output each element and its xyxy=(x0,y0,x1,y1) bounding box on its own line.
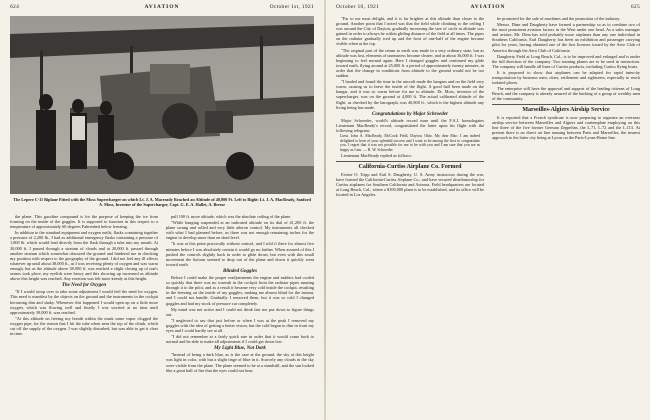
paragraph: It is proposed to show that airplanes can be adapted for rapid intercity transportation by business men, cities, settlement and sightseers, especially to reach isolated places. xyxy=(492,69,640,86)
right-magazine-title: AVIATION xyxy=(470,4,506,10)
section-heading: The Need for Oxygen xyxy=(61,283,107,289)
left-running-head xyxy=(10,4,314,13)
divider xyxy=(492,104,640,105)
right-column-2 xyxy=(492,16,640,418)
paragraph: My mind was not active and I could not think fast nor put down to figure things out. xyxy=(166,306,314,317)
article-heading: Marseilles-Algiers Airship Service xyxy=(522,106,610,113)
paragraph: Messrs. Dinn and Daugherty have formed a partnership so as to combine two of the most prominent aviation factors in the West under one head. As a sales manager and aviator, Mr. Dinn has sold probably more airplanes than any one individual in Southern California. Earl Daugherty has been an exhibition and passenger carrying pilot for years, having obtained one of the first licenses issued by the Aero Club of America through the Aero Club of California. xyxy=(492,22,640,53)
left-issue-date: October 1st, 1921 xyxy=(269,4,314,10)
paragraph: Major Schroeder, world's altitude record man until the F.A.I. homologates Lieutenant MacReady's record, congratulated the latter upon his flight with the following telegram: xyxy=(336,117,484,133)
photo-caption: The Lepere C-11 Biplane Fitted with the Moss Supercharger on which Lt. J. A. Macready Reached an Altitude of 40,800 Ft. Left to Right: Lt. J. A. MacReady, Sanford A. Moss, Inventor of the Supercharger, Capt. G. E. A. Hallet, A. Bresse xyxy=(13,197,311,207)
paragraph: "While banging suspended at an indicated altitude on its dial of 41,200 ft. the plane swung and rolled and very little aileron control. My instruments all checked with what I had planned before, as there was not enough remaining inches for the engine to develop more than on dead level. xyxy=(166,220,314,241)
left-magazine-title: AVIATION xyxy=(144,4,180,10)
left-column-2 xyxy=(166,214,314,418)
paragraph: In addition to the standard equipment and oxygen outfit, flasks containing together a pressure of 2,200 lb., I had as additional emergency flasks containing a pressure of 1,800 lb. which would lead directly from the flask through a tube into my mouth. At 30,000 ft. I passed through a stratum of clouds and at 20,000 ft. passed through another stratum which somewhat obscured the ground and hindered me in checking my position with respect to the geography of the ground. I did not feel any ill effects whatever up until about 38,000 ft., as I was receiving plenty of oxygen and was warm enough, but as the altitude above 38,000 ft. was reached a slight closing up of one's senses took place, my eyelids were heavy and this showing up increased as altitude above this height was reached. Any exertion was felt more keenly at this height. xyxy=(10,230,158,282)
right-page xyxy=(326,0,650,420)
left-page-number: 624 xyxy=(10,4,20,10)
left-page xyxy=(0,0,324,420)
paragraph: the plane. This gasoline compound is for the purpose of keeping the ice from forming on the inside of the goggles. It is supposed to function in this respect to a temperature of approximately 60 degrees Fahrenheit below freezing. xyxy=(10,214,158,230)
paragraph: Lieutenant MacReady replied as follows: xyxy=(341,153,412,159)
right-column-1 xyxy=(336,16,484,418)
paragraph: "If I would stoop over to take some adjustment I would feel the need for oxygen. This need is manifest by the objects on the ground and the instruments in the cockpit becoming dim and shaky. Whenever this happened I would open up on a little more oxygen, which was flowing well and finally I was worried at no time until approximately 39,000 ft. was reached. xyxy=(10,289,158,315)
telegram-text: Lieut. John A. MacReady, McCook Field, Dayton, Ohio. My dear Mac: I am indeed delighted to hear of your splendid success and I want to be among the first to congratulate you. I regret that it was not possible for me to be with you and I am sure that you are as happy as I am. — R. W. Schroeder xyxy=(340,134,480,152)
paragraph: It is reported that a French syndicate is now preparing to organize an overseas airship service between Marseilles and Algiers and contemplate employing on this line three of the five former German Zeppelins, the L.71, L.72 and the L.113. At present there is no direct air line running between Paris and Marseilles, the nearest approach to the latter city being at Lyons on the Paris-Lyons-Rome line. xyxy=(492,114,640,140)
section-heading: Blinded Goggles xyxy=(222,268,258,274)
paragraph: Daugherty Field at Long Beach, Cal., is to be improved and enlarged and is under the full direction of the company. Two training planes are to be used in instruction. The company will handle all lines of Curtiss products, including Curtiss flying boats. xyxy=(492,53,640,69)
paragraph: "I did not remember at a fairly quick rate in order that it would come back to normal and be able to make all adjustments if I could get down low. xyxy=(166,334,314,345)
paragraph: Before I could make the proper readjustments the engine and rudders had cooled so quickly that there was no warmth in the cockpit from the radiator pipes running through it to the pilot, and as a result it became very cold inside the cockpit, resulting in the freezing on the inside of my goggles, making me almost blind for the instant, and I could not handle. Gradually I removed them, but it was so cold I changed goggles and had my stock of pressure cut completely. xyxy=(166,275,314,306)
paragraph: The enterprise will have the approval and support of the leading citizens of Long Beach, and the company is already assured of the backing of a group of wealthy men of the community. xyxy=(492,86,640,102)
paragraph: "I landed and found the time in the aircraft made the hangars and on the field very warm, causing us to leave the inside of the flight. A good hall been made on the hangar, and it was so warm before for me to altitude. Dr. Moss, inventor of the supercharger, was on the ground at 4,000 ft. The actual calibrated altitude of the flight, as checked by the barograph, was 40,800 ft., which is the highest altitude any living being has made. xyxy=(336,79,484,110)
paragraph: "Far to me most delight, and it is far brighter at this altitude than closer to the ground. Another point that I noted was that the field while climbing to the ceiling I was around the City of Dayton, gradually increasing the size of circle at altitude was gained in order to always be within gliding distance of the field at all times. The pipes on the radiator gradually iced up and the frost of one-half of the engine became visible when at the top. xyxy=(336,16,484,47)
paragraph: Ervine O. Tripp and Earl S. Daugherty, U. S. Army instructors during the war, have formed the California-Curtiss Airplane Co., and have secured distributorship for Curtiss airplanes for Southern California and Arizona. Field headquarters are located at Long Beach, Cal., where a $100,000 plant is to be established, and its office will be located in Los Angeles. xyxy=(336,171,484,197)
section-heading: Congratulations by Major Schroeder xyxy=(372,111,448,117)
right-page-number: 625 xyxy=(630,4,640,10)
article-heading: California-Curtiss Airplane Co. Formed xyxy=(358,163,462,170)
paragraph: "At this altitude on freeing my breath within the mask some vapor clogged the oxygen pipe, for the reason that I bit the tube when near the top of the climb, which cut off the supply of the oxygen. I was slightly disturbed, but was able to get it clear in time. xyxy=(10,315,158,337)
right-issue-date: October 10, 1921 xyxy=(336,4,380,10)
divider xyxy=(336,161,484,162)
right-running-head xyxy=(336,4,640,13)
paragraph: "I neglected to say that just before or when I was at the peak I removed my goggles with the idea of getting a better vision, but the cold began to dim in front my eyes and I could hardly see at all. xyxy=(166,317,314,333)
paragraph: "It was at this point practically without control, and I told if there for almost five minutes before I was absolutely certain it would go no farther. When assured of this I pushed the controls slightly back in order to glide down, but even with this small movement the bottom seemed to drop out of the plane and down it quickly went toward earth. xyxy=(166,241,314,267)
paragraph: "The original part of the return to earth was made in a very ordinary state, but as altitude was lost, elements of uneasiness became clearer, and at about 36,000 ft. I was beginning to feel normal again. Here I changed goggles and continued my glide toward earth, flying around at 25,000 ft. a period of approximately twenty minutes, in order that the change in conditions from altitude to the ground would not be too sudden. xyxy=(336,47,484,79)
paragraph: "Instead of being a dark blue, as is the case at the ground, the sky at this height was light in color, with but a slight tinge of blue in it. Scarcely any clouds in the sky were visible from the plane. The plane seemed to be at a standstill, and the sun looked like a great ball of fire that the eyes could not bear. xyxy=(166,352,314,373)
section-heading: My Light Blue, Not Dark xyxy=(214,346,266,352)
left-column-1 xyxy=(10,214,158,418)
paragraph: pull 100 ft. more altitude, which was the absolute ceiling of the plane. xyxy=(171,214,292,219)
paragraph: be promoted for the sale of machines and the promotion of the industry. xyxy=(497,16,621,21)
airplane-photo xyxy=(10,16,314,194)
